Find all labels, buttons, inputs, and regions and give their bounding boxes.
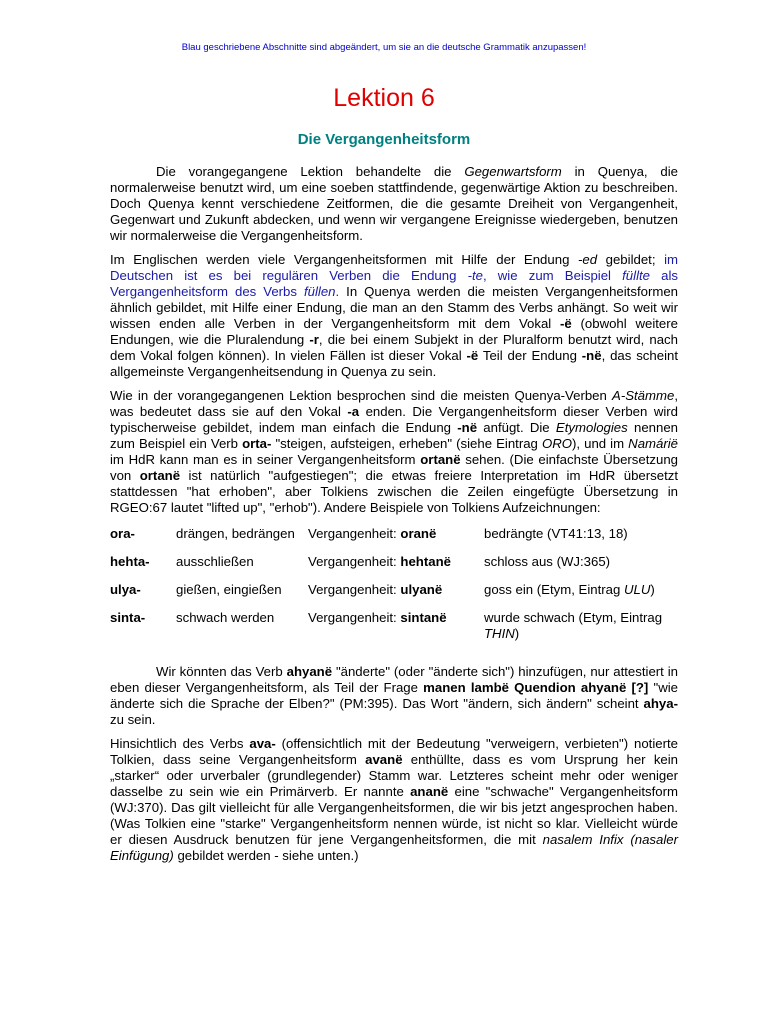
translation-cell: schloss aus (WJ:365) (484, 554, 611, 569)
past-cell: Vergangenheit: hehtanë (308, 554, 451, 569)
meaning-cell: ausschließen (176, 554, 254, 569)
meaning-cell: gießen, eingießen (176, 582, 282, 597)
paragraph-2: Im Englischen werden viele Vergangenheitsformen mit Hilfe der Endung -ed gebildet; im Deutschen ist es bei regulären Verben die Endung -te, wie zum Beispiel füllte als Vergangenheitsform des Verbs füllen. In Quenya werden die meisten Vergangenheitsformen ähnlich gebildet, mit Hilfe einer Endung, die man an den Stamm des Verbs anhängt. So weit wir wissen enden alle Verben in der Vergangenheitsform mit dem Vokal -ë (obwohl weitere Endungen, wie die Pluralendung -r, die bei einem Subjekt in der Pluralform benutzt wird, nach dem Vokal folgen können). In vielen Fällen ist dieser Vokal -ë Teil der Endung -në, das scheint allgemeinste Vergangenheitsendung in Quenya zu sein. (110, 252, 679, 379)
verb-cell: ora- (110, 526, 135, 541)
page-title: Lektion 6 (333, 84, 435, 112)
table-row (110, 554, 678, 582)
meaning-cell: drängen, bedrängen (176, 526, 295, 541)
verb-table (110, 526, 678, 654)
paragraph-4: Wir könnten das Verb ahyanë "änderte" (oder "änderte sich") hinzufügen, nur attestiert in eben dieser Vergangenheitsform, als Teil der Frage manen lambë Quendion ahyanë [?] "wie änderte sich die Sprache der Elben?" (PM:395). Das Wort "ändern, sich ändern" scheint ahya- zu sein. (110, 664, 678, 727)
paragraph-1: Die vorangegangene Lektion behandelte die Gegenwartsform in Quenya, die normalerweise benutzt wird, um eine soeben stattfindende, gegenwärtige Aktion zu beschreiben. Doch Quenya kennt verschiedene Zeitformen, die die gesamte Dreiheit von Vergangenheit, Gegenwart und Zukunft abdecken, und wenn wir vergangene Ereignisse wiedergeben, benutzen wir normalerweise die Vergangenheitsform. (110, 164, 678, 243)
verb-cell: sinta- (110, 610, 146, 625)
document-body (110, 164, 678, 872)
table-row (110, 582, 678, 610)
table-row (110, 610, 678, 654)
german-adaptation-text: im Deutschen ist es bei regulären Verben die Endung -te, wie zum Beispiel füllte als Vergangenheitsform des Verbs füllen. (110, 252, 679, 299)
translation-cell: bedrängte (VT41:13, 18) (484, 526, 628, 541)
table-row (110, 526, 678, 554)
past-cell: Vergangenheit: ulyanë (308, 582, 443, 597)
past-cell: Vergangenheit: oranë (308, 526, 437, 541)
translation-cell: wurde schwach (Etym, Eintrag THIN) (484, 610, 663, 641)
meaning-cell: schwach werden (176, 610, 275, 625)
paragraph-5: Hinsichtlich des Verbs ava- (offensichtlich mit der Bedeutung "verweigern, verbieten") notierte Tolkien, dass seine Vergangenheitsform avanë enthüllte, dass es vom Ursprung her kein „starker“ oder urverbaler (grundlegender) Stamm war. Letzteres scheint mehr oder weniger dasselbe zu sein wie ein Primärverb. Er nannte ananë eine "schwache" Vergangenheitsform (WJ:370). Das gilt vielleicht für alle Vergangenheitsformen, die wir bis jetzt angesprochen haben. (Was Tolkien eine "starke" Vergangenheitsform nennen würde, ist nicht so klar. Vielleicht würde er diesen Ausdruck benutzen für jene Vergangenheitsformen, die mit nasalem Infix (nasaler Einfügung) gebildet werden - siehe unten.) (110, 736, 679, 863)
translation-cell: goss ein (Etym, Eintrag ULU) (484, 582, 655, 597)
verb-cell: ulya- (110, 582, 141, 597)
verb-cell: hehta- (110, 554, 150, 569)
paragraph-3: Wie in der vorangegangenen Lektion besprochen sind die meisten Quenya-Verben A-Stämme, was bedeutet dass sie auf den Vokal -a enden. Die Vergangenheitsform dieser Verben wird typischerweise gebildet, indem man einfach die Endung -në anfügt. Die Etymologies nennen zum Beispiel ein Verb orta- "steigen, aufsteigen, erheben" (siehe Eintrag ORO), und im Namárië im HdR kann man es in seiner Vergangenheitsform ortanë sehen. (Die einfachste Übersetzung von ortanë ist natürlich "aufgestiegen"; die etwas freiere Interpretation im HdR übersetzt stattdessen "hat erhoben", aber Tolkiens zwischen die Zeilen eingefügte Übersetzung in RGEO:67 lautet "lifted up", "erhob"). Andere Beispiele von Tolkiens Aufzeichnungen: (110, 388, 679, 515)
section-title: Die Vergangenheitsform (297, 131, 471, 148)
header-notice: Blau geschriebene Abschnitte sind abgeändert, um sie an die deutsche Grammatik anzupassen! (181, 42, 587, 53)
past-cell: Vergangenheit: sintanë (308, 610, 447, 625)
